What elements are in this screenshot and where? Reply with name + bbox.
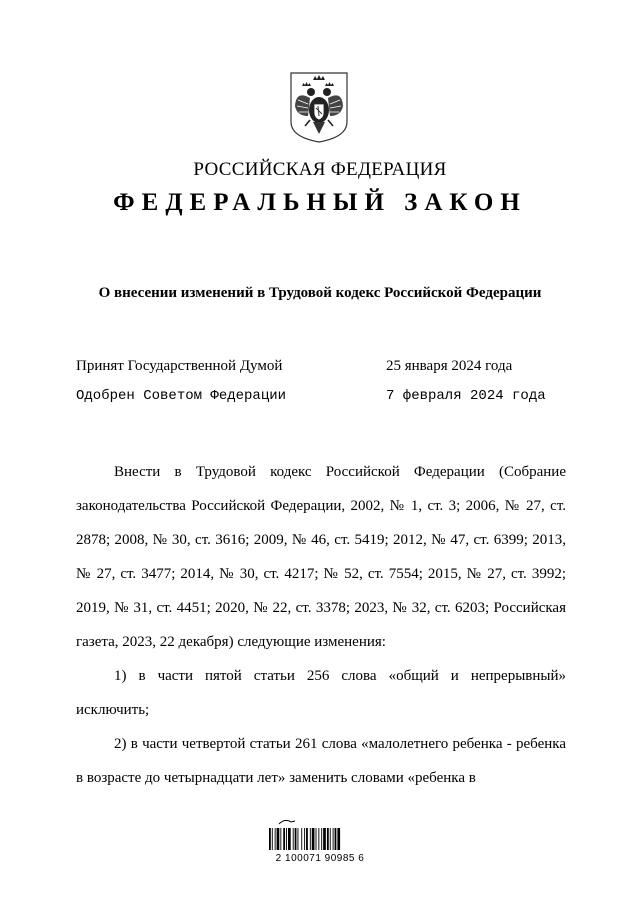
coat-of-arms-icon (288, 70, 350, 144)
country-name: РОССИЙСКАЯ ФЕДЕРАЦИЯ (193, 159, 447, 180)
barcode-number: 2 100071 90985 6 (275, 853, 365, 864)
body-paragraph-intro: Внести в Трудовой кодекс Российской Федерации (Собрание законодательства Российской Федерации, 2002, № 1, ст. 3; 2006, № 27, ст. 2878; 2008, № 30, ст. 3616; 2009, № 46, ст. 5419; 2012, № 47, ст. 6399; 2013, № 27, ст. 3477; 2014, № 30, ст. 4217; № 52, ст. 7554; 2015, № 27, ст. 3992; 2019, № 31, ст. 4451; 2020, № 22, ст. 3378; 2023, № 32, ст. 6203; Российская газета, 2023, 22 декабря) следующие изменения: (76, 464, 566, 650)
body-paragraph-item-1: 1) в части пятой статьи 256 слова «общий и непрерывный» исключить; (76, 668, 566, 718)
body-paragraph-item-2: 2) в части четвертой статьи 261 слова «малолетнего ребенка - ребенка в возрасте до четырнадцати лет» заменить словами «ребенка в (76, 736, 566, 786)
adoption-date: 7 февраля 2024 года (386, 388, 546, 404)
document-type: ФЕДЕРАЛЬНЫЙ ЗАКОН (113, 189, 527, 216)
adoption-date: 25 января 2024 года (386, 358, 513, 374)
adoption-label: Одобрен Советом Федерации (76, 388, 287, 404)
barcode-icon (265, 818, 375, 878)
adoption-label: Принят Государственной Думой (76, 358, 283, 374)
law-title: О внесении изменений в Трудовой кодекс Российской Федерации (98, 285, 542, 301)
law-body (76, 455, 566, 795)
